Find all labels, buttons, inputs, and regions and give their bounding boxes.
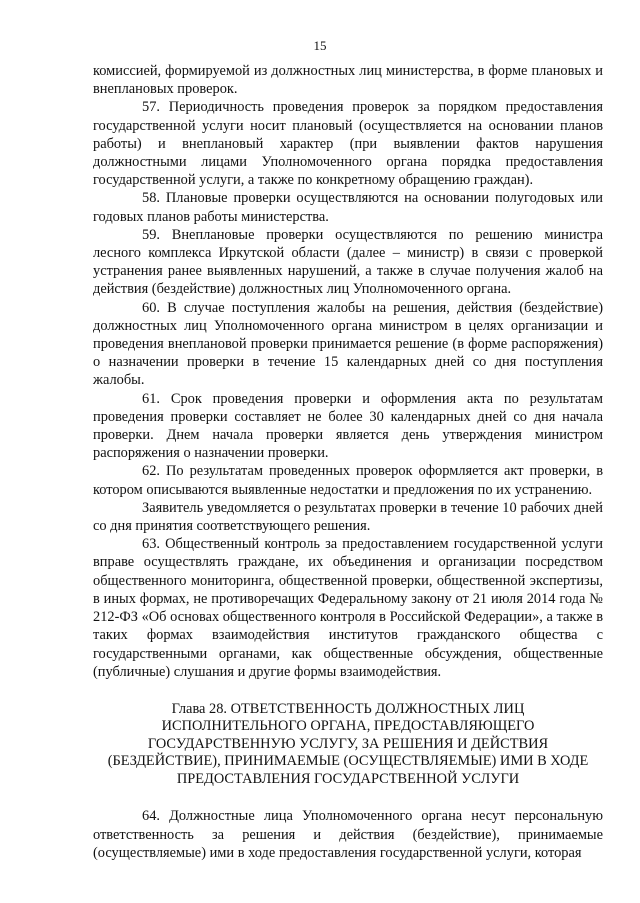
paragraph: 64. Должностные лица Уполномоченного органа несут персональную ответственность за решения и действия (бездействие), принимаемые (осуществляемые) ими в ходе предоставления государственной услуги, которая [93, 808, 603, 861]
paragraph: Заявитель уведомляется о результатах проверки в течение 10 рабочих дней со дня принятия соответствующего решения. [93, 499, 603, 535]
paragraph: 61. Срок проведения проверки и оформления акта по результатам проведения проверки составляет не более 30 календарных дней со дня начала проверки. Днем начала проверки является день утверждения министром распоряжения о назначении проверки. [93, 390, 603, 462]
chapter-heading-line: ПРЕДОСТАВЛЕНИЯ ГОСУДАРСТВЕННОЙ УСЛУГИ [176, 770, 520, 787]
paragraph: 63. Общественный контроль за предоставлением государственной услуги вправе осуществлять граждане, их объединения и организации посредством общественного мониторинга, общественной проверки, общественной экспертизы, в иных формах, не противоречащих Федеральному закону от 21 июля 2014 года № 212-ФЗ «Об основах общественного контроля в Российской Федерации», а также в таких формах взаимодействия институтов гражданского общества с государственными органами, как общественные обсуждения, общественные (публичные) слушания и другие формы взаимодействия. [93, 536, 603, 680]
chapter-heading-line: ГОСУДАРСТВЕННУЮ УСЛУГУ, ЗА РЕШЕНИЯ И ДЕЙСТВИЯ [147, 735, 549, 752]
paragraph: 58. Плановые проверки осуществляются на основании полугодовых или годовых планов работы министерства. [93, 190, 603, 225]
chapter-heading [93, 701, 603, 789]
chapter-heading-line: (БЕЗДЕЙСТВИЕ), ПРИНИМАЕМЫЕ (ОСУЩЕСТВЛЯЕМЫЕ) ИМИ В ХОДЕ [107, 753, 589, 770]
paragraph: 60. В случае поступления жалобы на решения, действия (бездействие) должностных лиц Уполномоченного органа министром в целях организации и проведения внеплановой проверки принимается решение (в форме распоряжения) о назначении проверки в течение 15 календарных дней со дня поступления жалобы. [93, 299, 603, 389]
page-number: 15 [313, 38, 327, 53]
paragraph: комиссией, формируемой из должностных лиц министерства, в форме плановых и внеплановых проверок. [93, 63, 603, 98]
paragraph: 59. Внеплановые проверки осуществляются по решению министра лесного комплекса Иркутской области (далее – министр) в связи с проверкой устранения ранее выявленных нарушений, а также в случае получения жалоб на действия (бездействие) должностных лиц Уполномоченного органа. [93, 226, 603, 298]
paragraph: 62. По результатам проведенных проверок оформляется акт проверки, в котором описываются выявленные недостатки и предложения по их устранению. [93, 463, 603, 498]
document-body [93, 62, 603, 862]
paragraphs-after-heading [93, 807, 603, 862]
chapter-heading-line: Глава 28. ОТВЕТСТВЕННОСТЬ ДОЛЖНОСТНЫХ ЛИЦ [171, 700, 525, 717]
paragraph: 57. Периодичность проведения проверок за порядком предоставления государственной услуги носит плановый (осуществляется на основании планов работы) и внеплановый характер (при выявлении фактов нарушения должностными лицами Уполномоченного органа порядка предоставления государственной услуги, а также по конкретному обращению граждан). [93, 99, 603, 189]
chapter-heading-line: ИСПОЛНИТЕЛЬНОГО ОРГАНА, ПРЕДОСТАВЛЯЮЩЕГО [161, 718, 535, 735]
paragraphs-before-heading [93, 62, 603, 681]
